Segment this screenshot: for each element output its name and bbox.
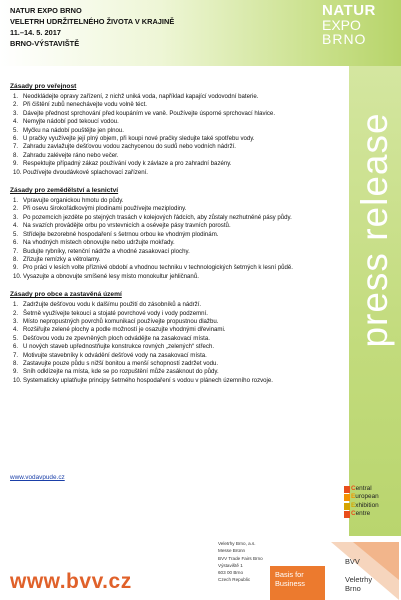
ceec-square <box>344 503 350 510</box>
event-info <box>10 5 174 49</box>
item-text: Při čištění zubů nenechávejte vodu volně téct. <box>23 101 147 109</box>
item-text: Zřizujte remízky a větrolamy. <box>23 255 101 263</box>
list-item <box>10 335 348 343</box>
event-title: NATUR EXPO BRNO <box>10 6 82 15</box>
item-number: 5. <box>13 126 19 134</box>
item-number: 4. <box>13 222 19 230</box>
item-number: 4. <box>13 326 19 334</box>
natur-expo-logo: NATUR EXPO BRNO <box>322 2 376 47</box>
address-line: Messe Brünn <box>218 548 246 554</box>
list-item <box>10 197 348 205</box>
item-text: Respektujte případný zákaz používání vody k závlaze a pro zahradní bazény. <box>23 160 232 168</box>
main-content <box>10 82 348 394</box>
list-item <box>10 264 348 272</box>
item-number: 10. <box>13 376 22 384</box>
ceec-square <box>344 486 350 493</box>
section <box>10 186 348 281</box>
item-number: 4. <box>13 118 19 126</box>
event-subtitle: VELETRH UDRŽITELNÉHO ŽIVOTA V KRAJINĚ <box>10 17 175 26</box>
item-number: 6. <box>13 343 19 351</box>
list-item <box>10 101 348 109</box>
ceec-logo <box>344 485 401 519</box>
list-item <box>10 301 348 309</box>
item-number: 2. <box>13 101 19 109</box>
list-item <box>10 214 348 222</box>
item-number: 8. <box>13 151 19 159</box>
list-item <box>10 205 348 213</box>
item-text: Motivujte stavebníky k odvádění dešťové vody na zasakovací místa. <box>23 351 207 359</box>
item-text: Sníh odklízejte na místa, kde se po rozpuštění může zasáknout do půdy. <box>23 368 219 376</box>
item-text: Střídejte bezorebné hospodaření s šetrnou orbou ke vhodným plodinám. <box>23 230 219 238</box>
list-item <box>10 256 348 264</box>
item-number: 7. <box>13 247 19 255</box>
list-item <box>10 248 348 256</box>
list-item <box>10 152 348 160</box>
item-text: Rozšiřujte zelené plochy a podle možností je osazujte vhodnými dřevinami. <box>23 326 226 334</box>
item-number: 3. <box>13 213 19 221</box>
address-line: Czech Republic <box>218 577 251 583</box>
bvv-logo-text: BVV <box>345 557 360 566</box>
principles-list <box>10 301 348 385</box>
ceec-square <box>344 494 350 501</box>
section <box>10 290 348 385</box>
item-text: Zastavujte pouze půdu s nižší bonitou a menší schopností zadržet vodu. <box>23 359 219 367</box>
item-number: 6. <box>13 239 19 247</box>
section <box>10 82 348 177</box>
item-text: Vysazujte a obnovujte smíšené lesy místo monokultur jehličnanů. <box>23 272 199 280</box>
item-number: 8. <box>13 255 19 263</box>
item-text: Šetrně využívejte tekoucí a stojaté povrchové vody i vody podzemní. <box>23 309 208 317</box>
item-text: Pro práci v lesích volte příznivé období a vhodnou techniku v technologických šetrných k lesní půdě. <box>23 264 293 272</box>
list-item <box>10 343 348 351</box>
veletrhy-brno-text: Veletrhy Brno <box>345 575 373 593</box>
principles-list <box>10 93 348 177</box>
ceec-word: entral <box>355 485 372 492</box>
list-item <box>10 326 348 334</box>
list-item <box>10 160 348 168</box>
item-text: U pračky využívejte její plný objem, při koupi nové pračky sledujte také spotřebu vody. <box>23 135 255 143</box>
ceec-letter: E <box>351 501 356 509</box>
item-text: Zahradu zavlažujte dešťovou vodou zachycenou do sudů nebo vodních nádrží. <box>23 143 237 151</box>
item-text: Při osevu širokořádkovými plodinami používejte meziplodiny. <box>23 205 187 213</box>
ceec-word: uropean <box>355 493 379 501</box>
ceec-row <box>344 502 401 510</box>
list-item <box>10 368 348 376</box>
item-text: Myčku na nádobí pouštějte jen plnou. <box>23 126 124 134</box>
list-item <box>10 110 348 118</box>
list-item <box>10 93 348 101</box>
ceec-letter: C <box>351 485 356 492</box>
event-dates: 11.–14. 5. 2017 <box>10 28 61 37</box>
event-venue: BRNO-VÝSTAVIŠTĚ <box>10 39 80 48</box>
item-number: 6. <box>13 135 19 143</box>
item-text: Dávejte přednost sprchování před koupáním ve vaně. Používejte úsporné sprchovací hlavice. <box>23 109 276 117</box>
header-banner <box>0 0 401 66</box>
item-number: 1. <box>13 301 19 309</box>
address-line: BVV Trade Fairs Brno <box>218 555 263 561</box>
list-item <box>10 135 348 143</box>
ceec-word: xhibition <box>355 501 379 509</box>
ceec-letter: E <box>351 493 356 501</box>
list-item <box>10 318 348 326</box>
list-item <box>10 360 348 368</box>
item-text: Nemyjte nádobí pod tekoucí vodou. <box>23 118 119 126</box>
address-line: 603 00 Brno <box>218 570 244 576</box>
ceec-row <box>344 510 401 518</box>
address-line: Veletrhy Brno, a.s. <box>218 541 256 546</box>
section-title: Zásady pro zemědělství a lesnictví <box>10 187 119 195</box>
address-line: Výstaviště 1 <box>218 562 243 568</box>
item-text: Neodkládejte opravy zařízení, z nichž uniká voda, například kapající vodovodní baterie. <box>23 93 259 100</box>
ceec-row <box>344 493 401 501</box>
item-number: 10. <box>13 272 22 280</box>
item-text: Na svazích provádějte orbu po vrstevnicích a osévejte pásy travních porostů. <box>23 222 231 230</box>
press-release-label: press release <box>354 112 395 348</box>
item-number: 5. <box>13 334 19 342</box>
item-number: 7. <box>13 351 19 359</box>
section-title: Zásady pro obce a zastavěná území <box>10 291 122 299</box>
item-number: 7. <box>13 143 19 151</box>
basis-for-business-badge: Basis for Business <box>270 566 325 600</box>
item-number: 3. <box>13 317 19 325</box>
item-number: 8. <box>13 359 19 367</box>
item-text: Zahradu zalévejte ráno nebo večer. <box>23 151 119 159</box>
item-number: 9. <box>13 160 19 168</box>
list-item <box>10 143 348 151</box>
item-number: 9. <box>13 368 19 376</box>
ceec-word: entre <box>355 510 371 518</box>
list-item <box>10 169 348 177</box>
principles-list <box>10 197 348 281</box>
list-item <box>10 118 348 126</box>
item-text: Po pozemcích jezděte po stejných trasách v kolejových řádcích, aby zůstaly nezhutněné pásy půdy. <box>23 213 292 221</box>
vodavpude-link[interactable]: www.vodavpude.cz <box>10 474 65 481</box>
ceec-letter: C <box>351 510 356 518</box>
item-number: 9. <box>13 264 19 272</box>
section-title: Zásady pro veřejnost <box>10 83 77 90</box>
ceec-square <box>344 511 350 518</box>
list-item <box>10 222 348 230</box>
item-text: Zadržujte dešťovou vodu k dalšímu použití do zásobníků a nádrží. <box>23 301 202 309</box>
item-text: U nových staveb upřednostňujte konstrukce rovných „zelených“ střech. <box>23 343 215 351</box>
item-number: 1. <box>13 93 19 100</box>
item-text: Budujte rybníky, retenční nádrže a vhodné zasakovací plochy. <box>23 247 190 255</box>
item-text: Systematicky uplatňujte principy šetrného hospodaření s vodou v plánech územního rozvoje. <box>23 376 273 384</box>
bvv-url[interactable]: www.bvv.cz <box>10 570 132 593</box>
item-number: 3. <box>13 109 19 117</box>
item-text: Používejte dvoudávkové splachovací zařízení. <box>23 168 148 176</box>
list-item <box>10 310 348 318</box>
company-address <box>218 540 263 584</box>
ceec-row <box>344 485 401 493</box>
item-text: Místo nepropustných povrchů komunikací používejte propustnou dlažbu. <box>23 317 219 325</box>
item-text: Vpravujte organickou hmotu do půdy. <box>23 197 124 205</box>
item-number: 2. <box>13 309 19 317</box>
list-item <box>10 127 348 135</box>
list-item <box>10 231 348 239</box>
list-item <box>10 352 348 360</box>
list-item <box>10 273 348 281</box>
item-number: 1. <box>13 197 19 205</box>
item-number: 5. <box>13 230 19 238</box>
item-text: Na vhodných místech obnovujte nebo udržujte mokřady. <box>23 239 175 247</box>
list-item <box>10 239 348 247</box>
list-item <box>10 377 348 385</box>
item-number: 10. <box>13 168 22 176</box>
item-text: Dešťovou vodu ze zpevněných ploch odvádějte na zasakovací místa. <box>23 334 210 342</box>
item-number: 2. <box>13 205 19 213</box>
